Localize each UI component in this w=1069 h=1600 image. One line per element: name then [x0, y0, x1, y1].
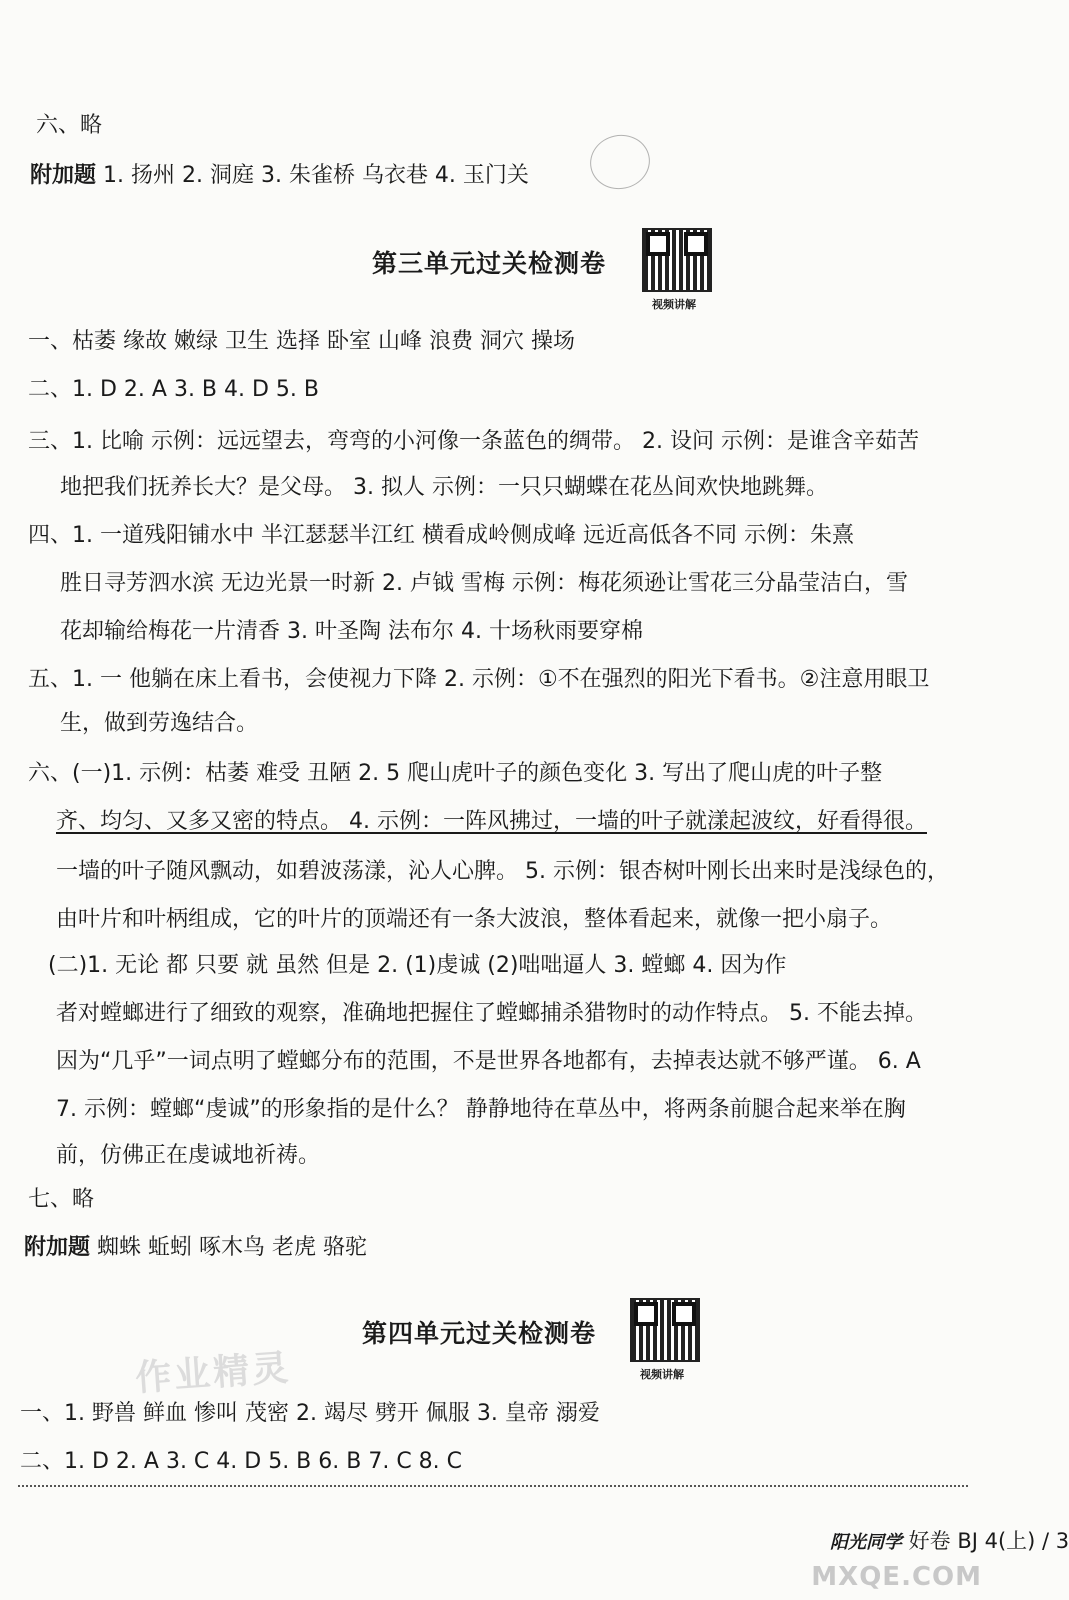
- bonus-label: 附加题: [24, 1235, 91, 1260]
- qr-caption: 视频讲解: [640, 1368, 684, 1381]
- answer-line: 由叶片和叶柄组成，它的叶片的顶端还有一条大波浪，整体看起来，就像一把小扇子。: [56, 907, 893, 932]
- answer-line: 二、1. D 2. A 3. C 4. D 5. B 6. B 7. C 8. C: [20, 1449, 463, 1474]
- answer-line: 六、略: [36, 113, 103, 138]
- answer-line: 胜日寻芳泗水滨 无边光景一时新 2. 卢钺 雪梅 示例：梅花须逊让雪花三分晶莹洁白，雪: [60, 571, 908, 596]
- answer-line: 7. 示例：螳螂“虔诚”的形象指的是什么？ 静静地待在草丛中，将两条前腿合起来举在胸: [56, 1097, 906, 1122]
- answer-line: 七、略: [28, 1187, 95, 1212]
- divider: [18, 1485, 968, 1487]
- bonus-answers: 蜘蛛 蚯蚓 啄木鸟 老虎 骆驼: [90, 1235, 367, 1260]
- section-title-unit4: 第四单元过关检测卷: [362, 1319, 597, 1348]
- answer-line: 生，做到劳逸结合。: [60, 711, 259, 736]
- page-footer: [830, 1525, 1069, 1555]
- brand-logo: 阳光同学: [830, 1532, 902, 1553]
- qr-code-icon[interactable]: [642, 228, 712, 292]
- bonus-question-line: [24, 1232, 1004, 1264]
- answer-line: 一墙的叶子随风飘动，如碧波荡漾，沁人心脾。 5. 示例：银杏树叶刚长出来时是浅绿色的，: [56, 859, 949, 884]
- qr-caption: 视频讲解: [652, 298, 696, 311]
- footer-text: 好卷 BJ 4(上) / 3: [902, 1529, 1069, 1553]
- answer-line: 四、1. 一道残阳铺水中 半江瑟瑟半江红 横看成岭侧成峰 远近高低各不同 示例：朱熹: [28, 523, 854, 548]
- answer-line: 三、1. 比喻 示例：远远望去，弯弯的小河像一条蓝色的绸带。 2. 设问 示例：是谁含辛茹苦: [28, 429, 919, 454]
- bonus-answers: 1. 扬州 2. 洞庭 3. 朱雀桥 乌衣巷 4. 玉门关: [96, 163, 529, 188]
- answer-line: 前，仿佛正在虔诚地祈祷。: [56, 1143, 321, 1168]
- corner-watermark: MXQE.COM: [811, 1562, 982, 1592]
- bonus-label: 附加题: [30, 163, 97, 188]
- answer-line: 五、1. 一 他躺在床上看书，会使视力下降 2. 示例：①不在强烈的阳光下看书。②注意用眼卫: [28, 667, 930, 692]
- answer-line: 者对螳螂进行了细致的观察，准确地把握住了螳螂捕杀猎物时的动作特点。 5. 不能去掉。: [56, 1001, 927, 1026]
- answer-line: 二、1. D 2. A 3. B 4. D 5. B: [28, 377, 320, 402]
- answer-line: 齐、均匀、又多又密的特点。 4. 示例：一阵风拂过，一墙的叶子就漾起波纹，好看得很。: [56, 809, 927, 834]
- answer-line: 一、1. 野兽 鲜血 惨叫 茂密 2. 竭尽 劈开 佩服 3. 皇帝 溺爱: [20, 1401, 600, 1426]
- answer-line: 地把我们抚养长大？是父母。 3. 拟人 示例：一只只蝴蝶在花丛间欢快地跳舞。: [60, 475, 828, 500]
- section-title-unit3: 第三单元过关检测卷: [372, 249, 607, 278]
- watermark: 作业精灵: [133, 1347, 293, 1400]
- qr-code-icon[interactable]: [630, 1298, 700, 1362]
- answer-line: 花却输给梅花一片清香 3. 叶圣陶 法布尔 4. 十场秋雨要穿棉: [60, 619, 643, 644]
- bonus-question-line: [30, 160, 1010, 192]
- answer-line: (二)1. 无论 都 只要 就 虽然 但是 2. (1)虔诚 (2)咄咄逼人 3. 螳螂 4. 因为作: [48, 953, 787, 978]
- answer-line: 一、枯萎 缘故 嫩绿 卫生 选择 卧室 山峰 浪费 洞穴 操场: [28, 329, 575, 354]
- answer-line: 六、(一)1. 示例：枯萎 难受 丑陋 2. 5 爬山虎叶子的颜色变化 3. 写出了爬山虎的叶子整: [28, 761, 883, 786]
- answer-line: 因为“几乎”一词点明了螳螂分布的范围，不是世界各地都有，去掉表达就不够严谨。 6. A: [56, 1049, 921, 1074]
